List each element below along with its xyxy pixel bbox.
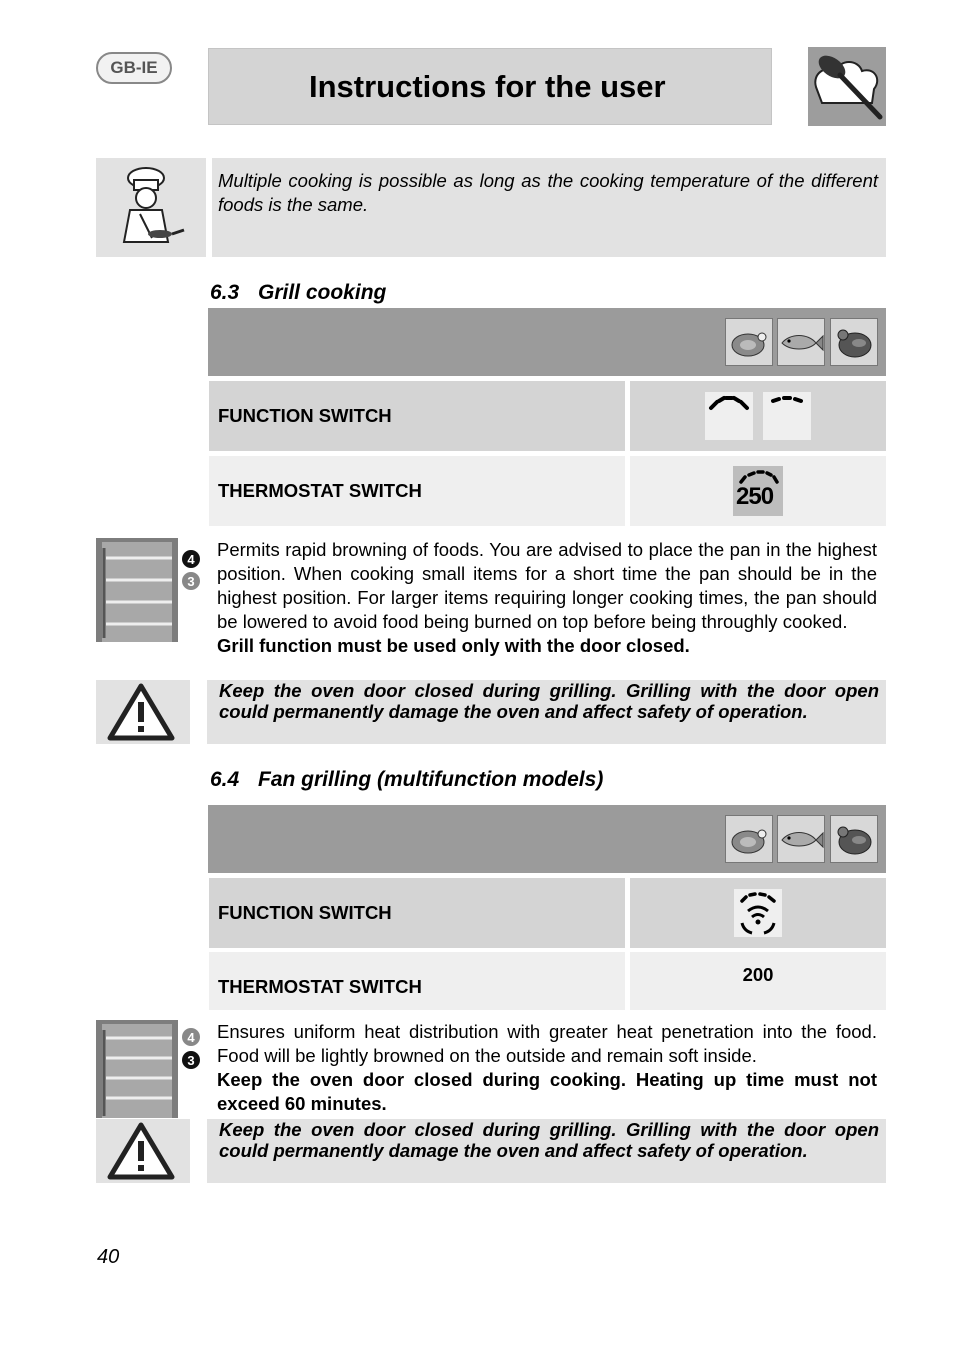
fan-grill-description: [217, 1020, 877, 1116]
thermostat-switch-label: THERMOSTAT SWITCH: [209, 952, 625, 1010]
page-title-text: Instructions for the user: [309, 68, 666, 104]
section-title-grill-cooking: [210, 281, 386, 305]
grill-description-text: Permits rapid browning of foods. You are advised to place the pan in the highest position. When cooking small items for a short time the pan should be in the highest position. For larger items requiring longer cooking times, the pan should be lowered to avoid food being burned on top before being throughly cooked.: [217, 539, 877, 632]
rack-position-4: 4: [182, 550, 200, 568]
spoon-hat-logo-icon: [808, 47, 886, 126]
fish-icon: [777, 815, 825, 863]
section-number: 6.4: [210, 768, 240, 791]
oven-rack-icon: [96, 1020, 178, 1118]
chef-icon-box: [96, 158, 206, 257]
grill-description: [217, 538, 877, 658]
thermostat-value-text: 250: [736, 483, 774, 510]
function-switch-value: [630, 878, 886, 948]
rack-position-3: 3: [182, 572, 200, 590]
region-badge: GB-IE: [96, 52, 172, 84]
function-switch-label: FUNCTION SWITCH: [209, 878, 625, 948]
function-switch-value: [630, 381, 886, 451]
warning-box-icon: [96, 680, 190, 744]
thermostat-switch-value: 200: [630, 952, 886, 1010]
section-number: 6.3: [210, 281, 240, 304]
rack-position-4: 4: [182, 1028, 200, 1046]
note-text: Multiple cooking is possible as long as the cooking temperature of the different foods is the same.: [218, 170, 878, 215]
warning-triangle-icon: [96, 1119, 190, 1183]
thermostat-max-icon: [733, 466, 783, 516]
warning-box: [207, 1119, 886, 1183]
fan-grill-description-text: Ensures uniform heat distribution with greater heat penetration into the food. Food will be lightly browned on the outside and remain soft inside.: [217, 1021, 877, 1066]
oven-rack-icon: [96, 538, 178, 642]
thermostat-switch-value: [630, 456, 886, 526]
poultry-icon: [830, 318, 878, 366]
food-type-header: [208, 308, 886, 376]
page-number: 40: [97, 1246, 120, 1268]
warning-triangle-icon: [96, 680, 190, 744]
chef-icon: [96, 158, 206, 257]
grill-small-icon: [763, 392, 811, 440]
warning-text: Keep the oven door closed during grilling. Grilling with the door open could permanently damage the oven and affect safety of operation.: [219, 1119, 879, 1161]
warning-text: Keep the oven door closed during grilling. Grilling with the door open could permanently damage the oven and affect safety of operation.: [219, 680, 879, 722]
warning-box-icon: [96, 1119, 190, 1183]
thermostat-switch-label: THERMOSTAT SWITCH: [209, 456, 625, 526]
grill-large-icon: [705, 392, 753, 440]
meat-icon: [725, 318, 773, 366]
fish-icon: [777, 318, 825, 366]
fan-grill-icon: [734, 889, 782, 937]
meat-icon: [725, 815, 773, 863]
fan-grill-door-note: Keep the oven door closed during cooking. Heating up time must not exceed 60 minutes.: [217, 1069, 877, 1114]
function-switch-label: FUNCTION SWITCH: [209, 381, 625, 451]
rack-position-3: 3: [182, 1051, 200, 1069]
page-title: [208, 48, 772, 125]
food-type-header: [208, 805, 886, 873]
grill-door-note: Grill function must be used only with the door closed.: [217, 635, 690, 656]
note-box: [212, 158, 886, 257]
warning-box: [207, 680, 886, 744]
section-title-fan-grilling: [210, 768, 603, 792]
section-title-text: Grill cooking: [258, 281, 387, 304]
section-title-text: Fan grilling (multifunction models): [258, 768, 604, 791]
poultry-icon: [830, 815, 878, 863]
